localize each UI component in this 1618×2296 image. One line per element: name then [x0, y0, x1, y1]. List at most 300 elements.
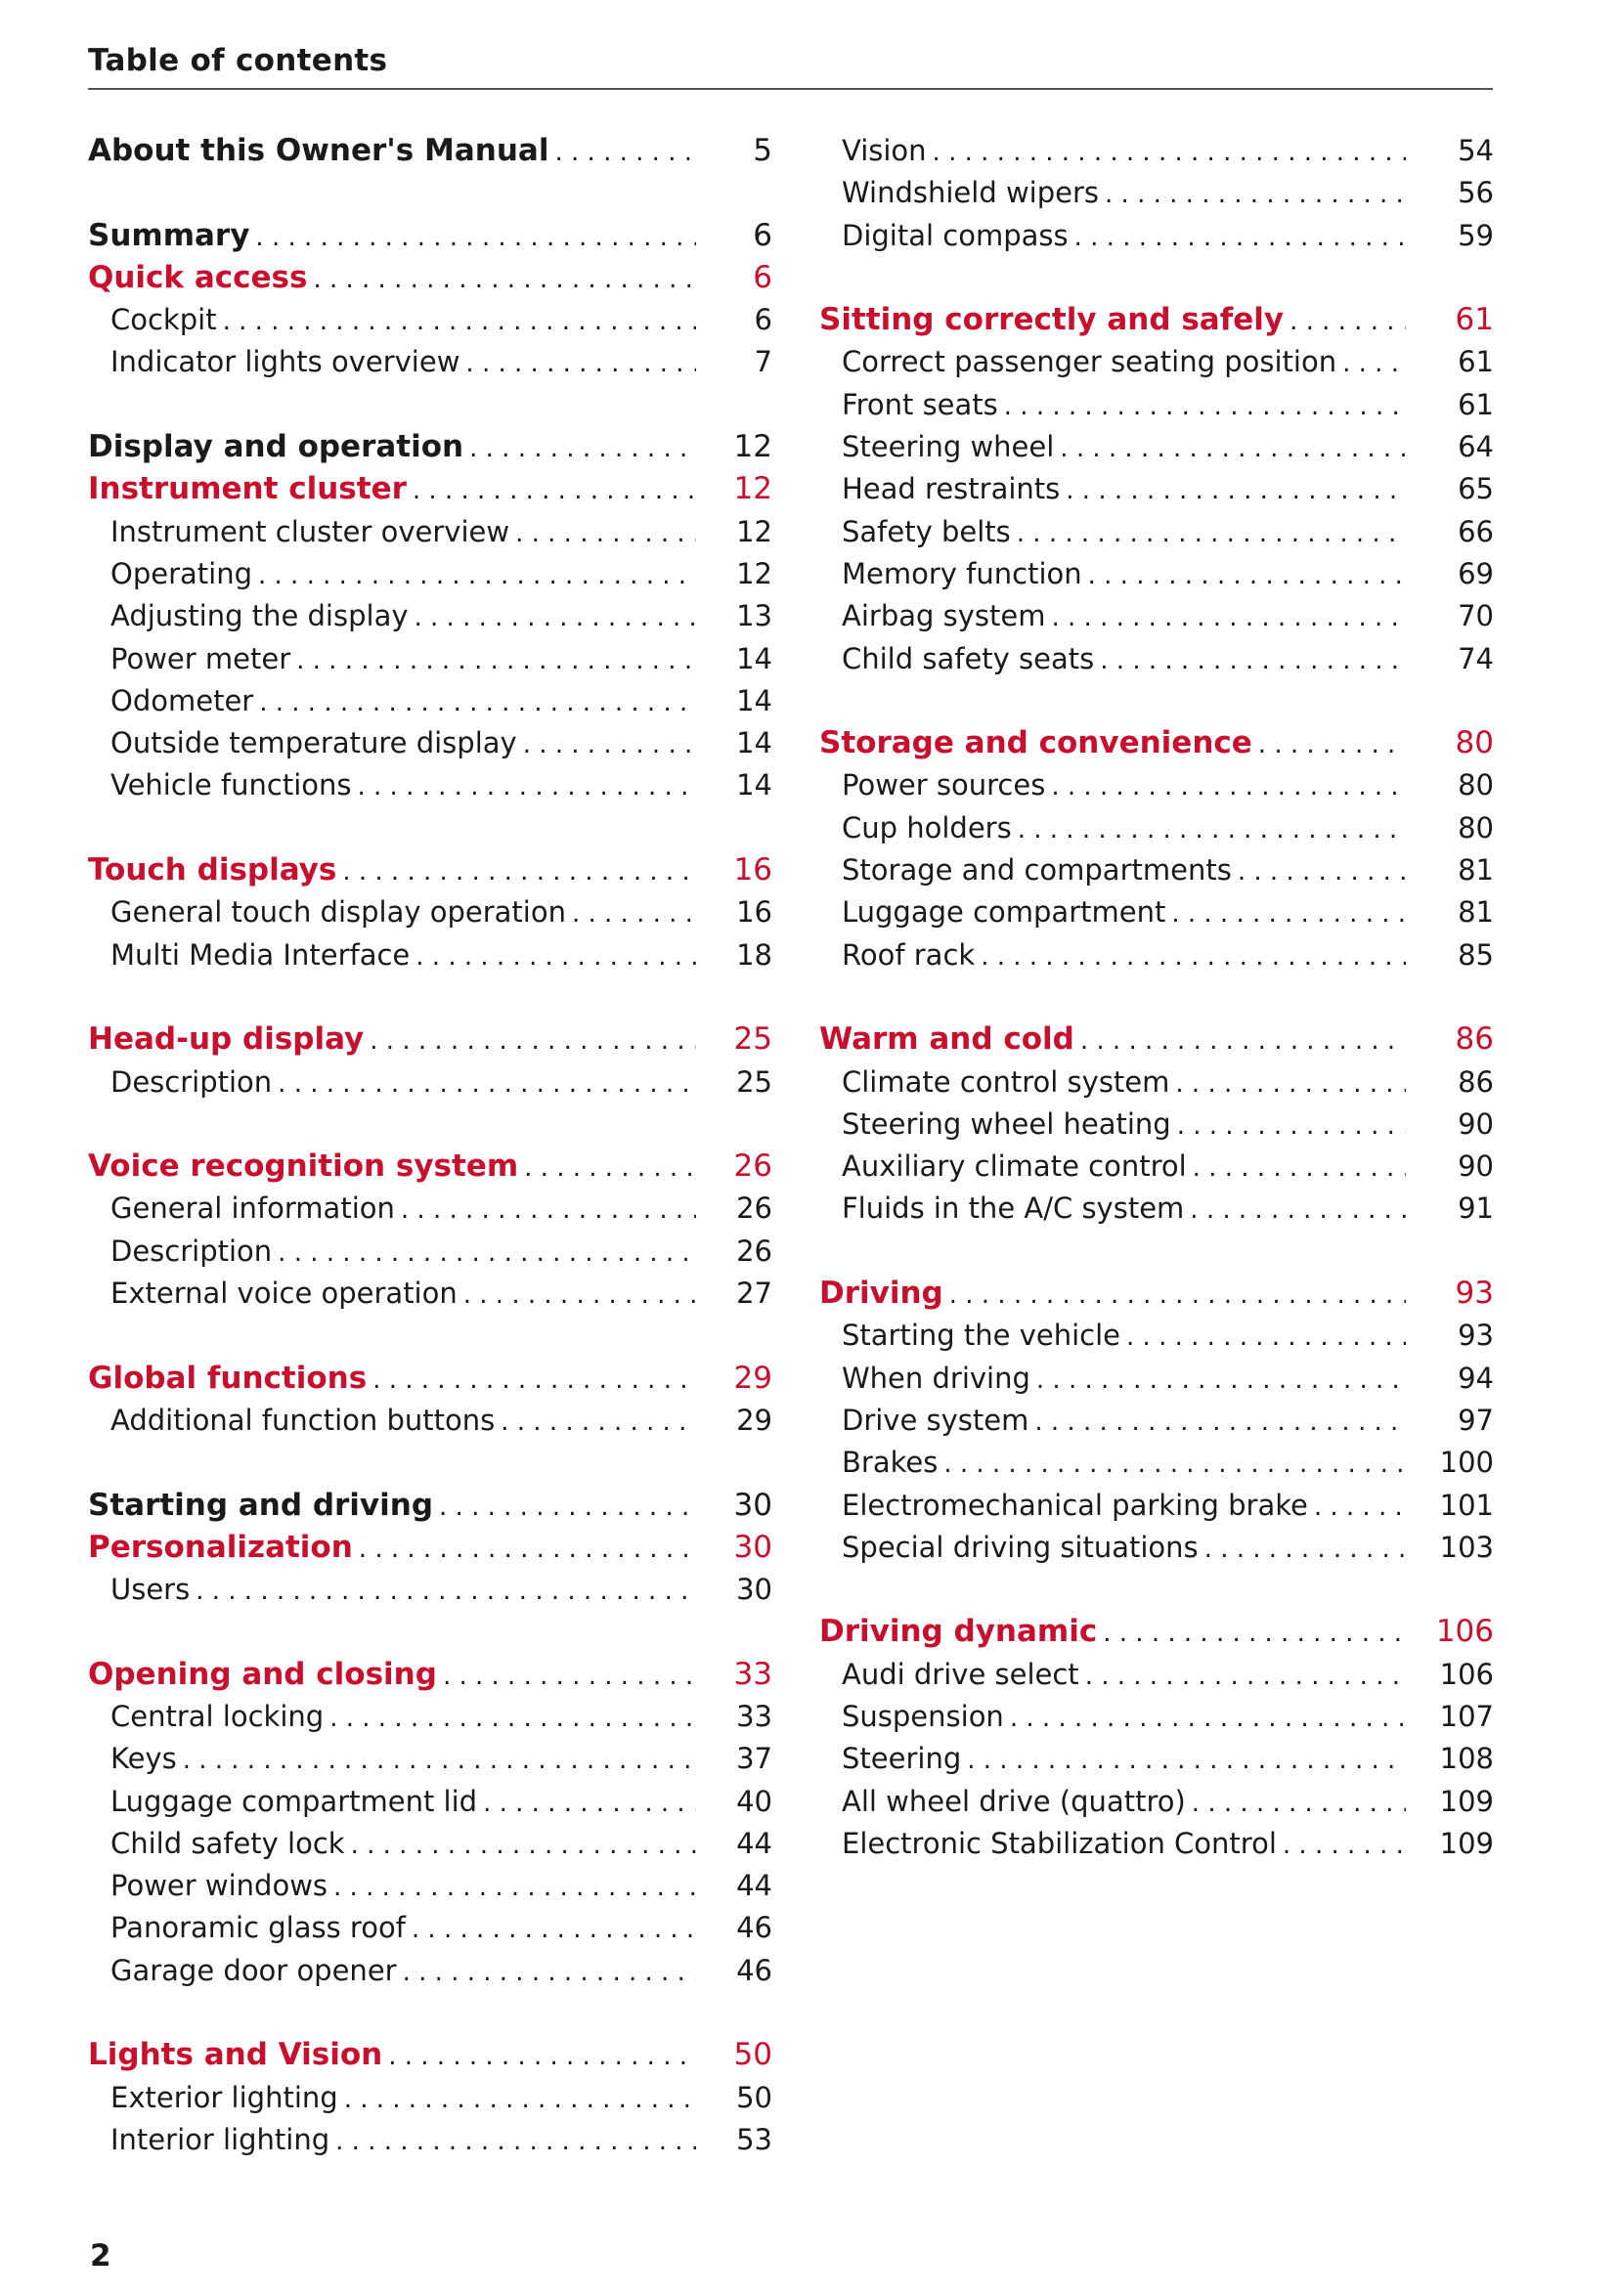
toc-entry-page: 29 — [733, 1360, 772, 1396]
dot-leader — [324, 1698, 696, 1738]
toc-entry-page: 12 — [736, 556, 772, 590]
dot-leader — [382, 2036, 696, 2076]
toc-entry-title: Memory function — [842, 556, 1082, 590]
dot-leader — [1074, 1020, 1406, 1061]
toc-entry-topic[interactable] — [88, 299, 772, 341]
dot-leader — [1054, 428, 1406, 468]
toc-entry-topic[interactable] — [819, 638, 1494, 680]
toc-entry-chapter[interactable] — [88, 2034, 772, 2076]
dot-leader — [272, 1063, 696, 1104]
toc-entry-title: Outside temperature display — [110, 726, 517, 760]
toc-entry-topic[interactable] — [88, 595, 772, 637]
toc-entry-chapter[interactable] — [819, 299, 1494, 341]
dot-leader — [407, 470, 696, 510]
toc-entry-chapter[interactable] — [88, 1654, 772, 1696]
toc-entry-page: 103 — [1439, 1530, 1494, 1564]
toc-entry-topic[interactable] — [88, 1273, 772, 1315]
toc-entry-topic[interactable] — [819, 891, 1494, 933]
toc-entry-page: 85 — [1458, 937, 1494, 972]
dot-leader — [1004, 1698, 1406, 1738]
toc-entry-title: Drive system — [842, 1403, 1029, 1437]
toc-entry-page: 94 — [1458, 1361, 1494, 1395]
toc-entry-title: Opening and closing — [88, 1656, 437, 1692]
toc-entry-topic[interactable] — [88, 764, 772, 806]
dot-leader — [1232, 851, 1406, 891]
toc-entry-page: 46 — [736, 1911, 772, 1945]
toc-entry-topic[interactable] — [88, 1907, 772, 1949]
dot-leader — [1199, 1529, 1406, 1569]
header-divider — [88, 88, 1493, 90]
dot-leader — [477, 1783, 696, 1823]
toc-spacer — [88, 1315, 772, 1357]
toc-entry-page: 26 — [733, 1148, 772, 1185]
toc-entry-topic[interactable] — [819, 1654, 1494, 1696]
toc-entry-title: Child safety seats — [842, 641, 1095, 675]
toc-entry-page: 80 — [1455, 725, 1494, 761]
toc-entry-topic[interactable] — [819, 1696, 1494, 1738]
toc-entry-topic[interactable] — [88, 1865, 772, 1907]
toc-entry-chapter[interactable] — [88, 257, 772, 299]
toc-entry-topic[interactable] — [88, 553, 772, 595]
toc-entry-topic[interactable] — [819, 384, 1494, 426]
dot-leader — [509, 513, 696, 553]
toc-entry-page: 59 — [1458, 218, 1494, 252]
toc-spacer — [88, 807, 772, 849]
toc-entry-title: Description — [110, 1064, 273, 1099]
toc-entry-title: Description — [110, 1234, 273, 1268]
toc-entry-page: 86 — [1458, 1064, 1494, 1099]
toc-entry-topic[interactable] — [819, 341, 1494, 383]
dot-leader — [1308, 1487, 1406, 1527]
toc-entry-page: 54 — [1458, 134, 1494, 167]
toc-entry-title: When driving — [842, 1361, 1030, 1395]
page-number: 2 — [90, 2238, 111, 2274]
toc-entry-page: 30 — [733, 1529, 772, 1565]
toc-entry-page: 37 — [736, 1742, 772, 1776]
toc-entry-title: Global functions — [88, 1360, 368, 1396]
toc-entry-topic[interactable] — [819, 1315, 1494, 1357]
toc-entry-topic[interactable] — [88, 1188, 772, 1230]
dot-leader — [566, 893, 696, 933]
toc-entry-topic[interactable] — [819, 934, 1494, 976]
toc-entry-title: Summary — [88, 217, 250, 253]
dot-leader — [1184, 1190, 1406, 1230]
toc-entry-topic[interactable] — [88, 638, 772, 680]
toc-entry-page: 69 — [1458, 556, 1494, 590]
toc-entry-page: 50 — [733, 2037, 772, 2073]
toc-entry-page: 14 — [736, 768, 772, 802]
toc-entry-page: 16 — [736, 895, 772, 930]
toc-entry-title: Steering wheel — [842, 430, 1055, 464]
dot-leader — [397, 1952, 696, 1992]
toc-entry-page: 26 — [736, 1234, 772, 1268]
toc-entry-title: Storage and convenience — [819, 725, 1252, 761]
toc-entry-title: Interior lighting — [110, 2122, 330, 2156]
toc-entry-topic[interactable] — [819, 215, 1494, 257]
dot-leader — [1030, 1360, 1406, 1400]
toc-entry-title: Starting and driving — [88, 1487, 434, 1523]
toc-entry-topic[interactable] — [819, 595, 1494, 637]
toc-entry-page: 27 — [736, 1277, 772, 1311]
toc-entry-topic[interactable] — [819, 1188, 1494, 1230]
dot-leader — [1045, 597, 1406, 637]
toc-entry-page: 65 — [1458, 472, 1494, 506]
toc-entry-page: 61 — [1458, 387, 1494, 421]
toc-entry-topic[interactable] — [88, 1400, 772, 1442]
toc-entry-topic[interactable] — [88, 1823, 772, 1865]
toc-entry-page: 93 — [1455, 1276, 1494, 1312]
toc-entry-section[interactable] — [88, 130, 772, 172]
toc-entry-title: Garage door opener — [110, 1953, 397, 1987]
toc-entry-title: Central locking — [110, 1699, 325, 1733]
toc-entry-title: Starting the vehicle — [842, 1319, 1121, 1353]
toc-entry-page: 70 — [1458, 599, 1494, 633]
toc-right-column — [819, 130, 1494, 1865]
toc-entry-title: Additional function buttons — [110, 1403, 496, 1437]
toc-spacer — [88, 1104, 772, 1146]
toc-spacer — [88, 1992, 772, 2034]
toc-entry-title: Keys — [110, 1742, 177, 1776]
toc-entry-page: 108 — [1439, 1742, 1494, 1776]
toc-entry-title: Personalization — [88, 1529, 353, 1565]
toc-entry-topic[interactable] — [819, 807, 1494, 849]
toc-entry-page: 61 — [1458, 345, 1494, 379]
toc-entry-topic[interactable] — [88, 1781, 772, 1823]
toc-entry-topic[interactable] — [819, 1527, 1494, 1569]
toc-entry-page: 40 — [736, 1784, 772, 1818]
toc-entry-topic[interactable] — [819, 1358, 1494, 1400]
toc-entry-page: 12 — [736, 514, 772, 548]
dot-leader — [1045, 766, 1406, 806]
toc-entry-chapter[interactable] — [88, 849, 772, 891]
toc-entry-page: 14 — [736, 726, 772, 760]
toc-entry-topic[interactable] — [88, 934, 772, 976]
dot-leader — [1097, 1613, 1406, 1653]
toc-entry-topic[interactable] — [819, 1104, 1494, 1146]
toc-entry-title: Multi Media Interface — [110, 937, 411, 972]
toc-entry-page: 90 — [1458, 1149, 1494, 1184]
toc-entry-page: 66 — [1458, 514, 1494, 548]
dot-leader — [433, 1487, 696, 1527]
toc-entry-chapter[interactable] — [88, 468, 772, 510]
toc-entry-title: Steering wheel heating — [842, 1106, 1171, 1141]
dot-leader — [1012, 809, 1406, 849]
dot-leader — [463, 428, 696, 468]
toc-entry-topic[interactable] — [88, 341, 772, 383]
dot-leader — [290, 640, 696, 680]
toc-spacer — [819, 1569, 1494, 1611]
toc-entry-title: Head-up display — [88, 1021, 365, 1058]
dot-leader — [345, 1825, 696, 1865]
toc-entry-topic[interactable] — [88, 1738, 772, 1780]
dot-leader — [495, 1402, 696, 1442]
dot-leader — [329, 2121, 696, 2161]
toc-entry-topic[interactable] — [88, 1950, 772, 1992]
toc-entry-topic[interactable] — [88, 1569, 772, 1611]
toc-entry-page: 29 — [736, 1403, 772, 1437]
toc-entry-chapter[interactable] — [819, 1611, 1494, 1653]
dot-leader — [410, 936, 696, 976]
toc-entry-chapter[interactable] — [88, 1018, 772, 1061]
dot-leader — [367, 1360, 696, 1400]
toc-entry-topic[interactable] — [819, 426, 1494, 468]
toc-spacer — [819, 257, 1494, 299]
dot-leader — [190, 1571, 696, 1611]
toc-entry-topic[interactable] — [819, 130, 1494, 172]
toc-entry-topic[interactable] — [819, 1781, 1494, 1823]
dot-leader — [548, 132, 696, 172]
toc-entry-title: Fluids in the A/C system — [842, 1191, 1185, 1226]
toc-entry-chapter[interactable] — [819, 722, 1494, 764]
toc-entry-topic[interactable] — [819, 468, 1494, 510]
toc-entry-page: 93 — [1458, 1319, 1494, 1353]
toc-entry-title: Audi drive select — [842, 1657, 1079, 1691]
toc-entry-title: Vehicle functions — [110, 768, 352, 802]
toc-entry-page: 33 — [736, 1699, 772, 1733]
toc-entry-title: Storage and compartments — [842, 853, 1232, 888]
dot-leader — [943, 1275, 1406, 1315]
toc-entry-page: 46 — [736, 1953, 772, 1987]
dot-leader — [272, 1233, 696, 1273]
toc-entry-page: 7 — [754, 345, 772, 379]
toc-entry-title: Display and operation — [88, 429, 464, 465]
toc-entry-chapter[interactable] — [819, 1018, 1494, 1061]
toc-entry-page: 90 — [1458, 1106, 1494, 1141]
toc-entry-page: 5 — [753, 133, 772, 168]
toc-entry-title: Digital compass — [842, 218, 1069, 252]
dot-leader — [338, 2079, 696, 2119]
toc-entry-page: 12 — [733, 471, 772, 507]
toc-spacer — [88, 384, 772, 426]
toc-entry-title: Users — [110, 1573, 191, 1607]
toc-entry-page: 80 — [1458, 810, 1494, 845]
toc-entry-page: 81 — [1458, 853, 1494, 888]
toc-entry-page: 30 — [736, 1573, 772, 1607]
dot-leader — [217, 301, 696, 341]
toc-entry-title: Power windows — [110, 1869, 328, 1903]
toc-entry-title: Adjusting the display — [110, 599, 409, 633]
toc-entry-topic[interactable] — [88, 680, 772, 722]
toc-entry-page: 13 — [736, 599, 772, 633]
toc-entry-page: 53 — [736, 2122, 772, 2156]
dot-leader — [1171, 1105, 1406, 1146]
dot-leader — [1186, 1783, 1406, 1823]
toc-spacer — [819, 1231, 1494, 1273]
dot-leader — [328, 1867, 696, 1907]
toc-entry-section[interactable] — [88, 426, 772, 468]
dot-leader — [1069, 217, 1406, 257]
toc-entry-page: 25 — [736, 1064, 772, 1099]
toc-entry-title: Airbag system — [842, 599, 1046, 633]
dot-leader — [252, 555, 696, 595]
toc-entry-topic[interactable] — [88, 1231, 772, 1273]
dot-leader — [307, 259, 696, 299]
toc-entry-title: Luggage compartment — [842, 895, 1166, 930]
toc-entry-title: Front seats — [842, 387, 998, 421]
toc-entry-topic[interactable] — [88, 2077, 772, 2119]
toc-entry-title: Cup holders — [842, 810, 1012, 845]
toc-entry-title: Warm and cold — [819, 1021, 1074, 1058]
page-title: Table of contents — [88, 43, 388, 78]
dot-leader — [364, 1020, 696, 1061]
toc-entry-page: 26 — [736, 1191, 772, 1226]
toc-spacer — [88, 1611, 772, 1653]
dot-leader — [1336, 343, 1406, 383]
toc-entry-page: 109 — [1439, 1784, 1494, 1818]
dot-leader — [249, 217, 696, 257]
dot-leader — [1060, 470, 1406, 510]
toc-entry-title: Quick access — [88, 259, 308, 295]
dot-leader — [1028, 1402, 1406, 1442]
dot-leader — [459, 343, 696, 383]
toc-entry-title: Voice recognition system — [88, 1148, 519, 1185]
toc-entry-chapter[interactable] — [819, 1273, 1494, 1315]
toc-entry-page: 50 — [736, 2080, 772, 2114]
toc-entry-title: Electromechanical parking brake — [842, 1488, 1308, 1522]
toc-entry-topic[interactable] — [819, 1823, 1494, 1865]
toc-entry-title: Luggage compartment lid — [110, 1784, 478, 1818]
toc-entry-title: General information — [110, 1191, 395, 1226]
toc-entry-title: Windshield wipers — [842, 176, 1100, 210]
toc-entry-title: Cockpit — [110, 303, 217, 337]
toc-entry-page: 101 — [1439, 1488, 1494, 1522]
dot-leader — [352, 766, 697, 806]
toc-entry-page: 12 — [733, 429, 772, 465]
toc-entry-topic[interactable] — [819, 553, 1494, 595]
dot-leader — [1252, 724, 1406, 764]
toc-entry-title: Power meter — [110, 641, 291, 675]
toc-entry-page: 33 — [733, 1656, 772, 1692]
toc-entry-page: 109 — [1439, 1826, 1494, 1860]
toc-entry-chapter[interactable] — [88, 1146, 772, 1188]
toc-entry-title: Power sources — [842, 768, 1046, 802]
dot-leader — [336, 851, 696, 891]
toc-entry-topic[interactable] — [819, 1146, 1494, 1188]
toc-entry-topic[interactable] — [819, 1400, 1494, 1442]
toc-entry-page: 14 — [736, 683, 772, 717]
toc-entry-topic[interactable] — [819, 764, 1494, 806]
toc-entry-title: Correct passenger seating position — [842, 345, 1337, 379]
dot-leader — [395, 1190, 696, 1230]
dot-leader — [458, 1275, 696, 1315]
toc-entry-page: 16 — [733, 852, 772, 888]
toc-entry-page: 44 — [736, 1869, 772, 1903]
dot-leader — [517, 724, 696, 764]
toc-entry-title: About this Owner's Manual — [88, 133, 549, 168]
toc-entry-title: Operating — [110, 556, 252, 590]
toc-entry-title: Lights and Vision — [88, 2037, 383, 2073]
toc-spacer — [819, 976, 1494, 1018]
toc-entry-title: Driving dynamic — [819, 1614, 1098, 1650]
toc-entry-title: Steering — [842, 1742, 962, 1776]
dot-leader — [975, 936, 1406, 976]
dot-leader — [1165, 893, 1406, 933]
toc-entry-topic[interactable] — [819, 1738, 1494, 1780]
toc-entry-title: Electronic Stabilization Control — [842, 1826, 1277, 1860]
toc-entry-page: 14 — [736, 641, 772, 675]
toc-entry-chapter[interactable] — [88, 1358, 772, 1400]
toc-entry-title: Suspension — [842, 1699, 1004, 1733]
toc-entry-page: 6 — [753, 259, 772, 295]
dot-leader — [1277, 1825, 1406, 1865]
toc-entry-page: 18 — [736, 937, 772, 972]
toc-entry-title: Touch displays — [88, 852, 337, 888]
toc-entry-topic[interactable] — [819, 1485, 1494, 1527]
toc-entry-title: Roof rack — [842, 937, 976, 972]
toc-entry-page: 64 — [1458, 430, 1494, 464]
toc-entry-chapter[interactable] — [88, 1527, 772, 1569]
dot-leader — [1120, 1317, 1406, 1357]
dot-leader — [437, 1656, 696, 1696]
toc-entry-page: 91 — [1458, 1191, 1494, 1226]
dot-leader — [353, 1529, 696, 1569]
toc-entry-title: Brakes — [842, 1446, 939, 1480]
dot-leader — [518, 1148, 696, 1188]
dot-leader — [409, 597, 697, 637]
dot-leader — [406, 1909, 696, 1949]
toc-entry-topic[interactable] — [88, 722, 772, 764]
toc-entry-page: 30 — [733, 1487, 772, 1523]
toc-entry-title: Exterior lighting — [110, 2080, 338, 2114]
toc-entry-title: Instrument cluster — [88, 471, 407, 507]
toc-entry-topic[interactable] — [819, 511, 1494, 553]
dot-leader — [1094, 640, 1406, 680]
toc-entry-topic[interactable] — [88, 1696, 772, 1738]
toc-entry-page: 6 — [754, 303, 772, 337]
toc-entry-topic[interactable] — [819, 172, 1494, 214]
toc-entry-title: General touch display operation — [110, 895, 566, 930]
dot-leader — [1099, 174, 1406, 214]
toc-entry-section[interactable] — [88, 1485, 772, 1527]
toc-entry-topic[interactable] — [819, 849, 1494, 891]
toc-entry-topic[interactable] — [819, 1061, 1494, 1104]
toc-entry-topic[interactable] — [819, 1442, 1494, 1484]
dot-leader — [1187, 1148, 1406, 1188]
toc-entry-page: 61 — [1455, 302, 1494, 338]
toc-entry-title: Indicator lights overview — [110, 345, 460, 379]
toc-spacer — [88, 976, 772, 1018]
toc-entry-title: Auxiliary climate control — [842, 1149, 1187, 1184]
dot-leader — [1082, 555, 1406, 595]
toc-entry-page: 25 — [733, 1021, 772, 1058]
toc-entry-title: Child safety lock — [110, 1826, 345, 1860]
toc-entry-title: Sitting correctly and safely — [819, 302, 1285, 338]
toc-entry-page: 107 — [1439, 1699, 1494, 1733]
toc-entry-page: 44 — [736, 1826, 772, 1860]
toc-entry-page: 81 — [1458, 895, 1494, 930]
toc-entry-title: Driving — [819, 1276, 943, 1312]
toc-spacer — [819, 680, 1494, 722]
toc-entry-page: 106 — [1435, 1614, 1494, 1650]
toc-entry-title: All wheel drive (quattro) — [842, 1784, 1186, 1818]
toc-entry-title: Vision — [842, 134, 927, 167]
toc-entry-page: 97 — [1458, 1403, 1494, 1437]
toc-entry-title: Panoramic glass roof — [110, 1911, 406, 1945]
toc-entry-topic[interactable] — [88, 511, 772, 553]
toc-entry-topic[interactable] — [88, 891, 772, 933]
toc-entry-section[interactable] — [88, 215, 772, 257]
toc-entry-topic[interactable] — [88, 2119, 772, 2161]
toc-entry-topic[interactable] — [88, 1061, 772, 1104]
toc-entry-page: 86 — [1455, 1021, 1494, 1058]
toc-entry-page: 100 — [1439, 1446, 1494, 1480]
dot-leader — [253, 682, 696, 722]
dot-leader — [1079, 1656, 1406, 1696]
toc-entry-title: Instrument cluster overview — [110, 514, 510, 548]
toc-entry-title: Special driving situations — [842, 1530, 1199, 1564]
toc-entry-title: External voice operation — [110, 1277, 458, 1311]
dot-leader — [961, 1740, 1406, 1780]
